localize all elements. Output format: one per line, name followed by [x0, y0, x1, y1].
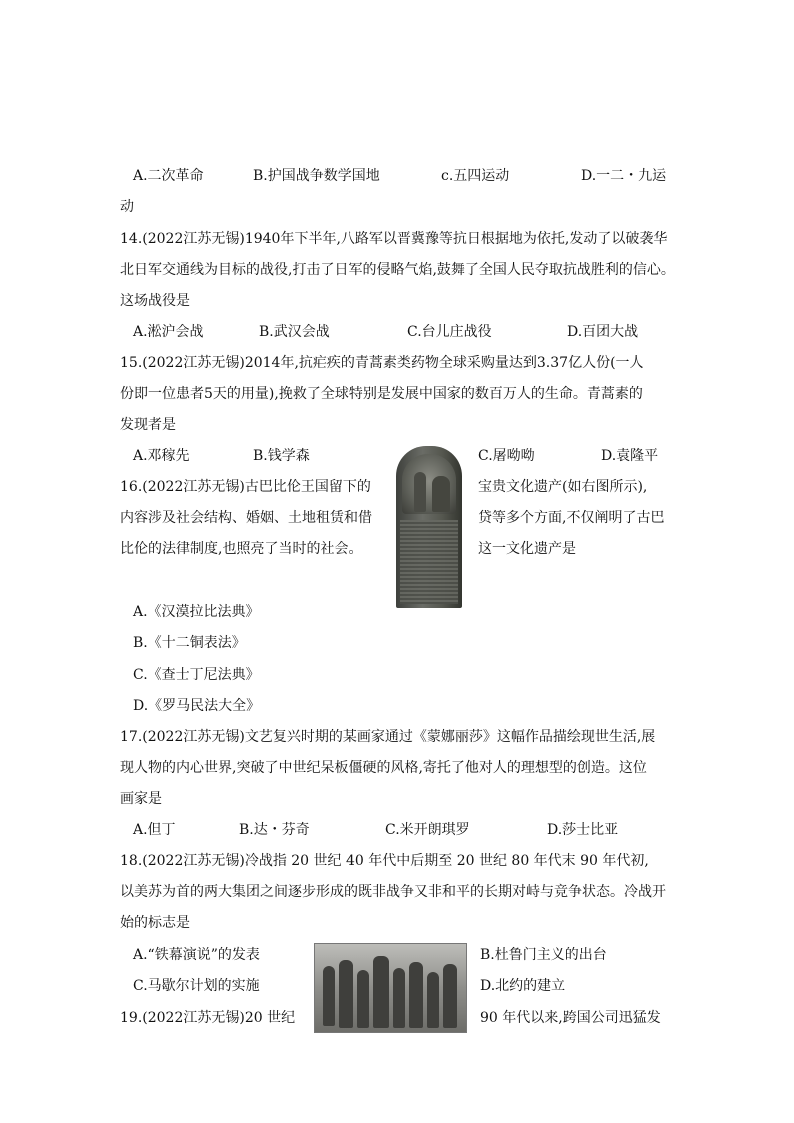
question-15-option-b: B.钱学森: [253, 448, 310, 464]
question-16-option-a: A.《汉漠拉比法典》: [133, 604, 260, 620]
relief-sculpture-image: [314, 943, 467, 1033]
option-c: c.五四运动: [441, 168, 510, 184]
question-14-line-3: 这场战役是: [120, 293, 190, 309]
question-15-option-a: A.邓稼先: [133, 448, 190, 464]
question-14-option-b: B.武汉会战: [259, 324, 330, 340]
question-17-line-3: 画家是: [120, 791, 162, 807]
question-16-line-2-right: 贷等多个方面,不仅阐明了古巴: [478, 510, 665, 526]
question-18-line-3: 始的标志是: [120, 915, 190, 931]
question-16-line-1-left: 16.(2022江苏无锡)古巴比伦王国留下的: [120, 479, 371, 495]
question-19-line-1-left: 19.(2022江苏无锡)20 世纪: [120, 1010, 296, 1026]
question-17-option-b: B.达・芬奇: [239, 822, 310, 838]
question-16-line-1-right: 宝贵文化遗产(如右图所示),: [478, 479, 648, 495]
question-17-option-c: C.米开朗琪罗: [385, 822, 470, 838]
question-18-option-c: C.马歇尔计划的实施: [133, 978, 260, 994]
question-17-option-a: A.但丁: [133, 822, 176, 838]
question-14-line-2: 北日军交通线为目标的战役,打击了日军的侵略气焰,鼓舞了全国人民夺取抗战胜利的信心。: [120, 262, 675, 278]
question-15-line-3: 发现者是: [120, 417, 176, 433]
question-19-line-1-right: 90 年代以来,跨国公司迅猛发: [480, 1010, 661, 1026]
question-16-line-3-left: 比伦的法律制度,也照亮了当时的社会。: [120, 541, 363, 557]
option-b: B.护国战争数学国地: [253, 168, 380, 184]
question-18-option-b: B.杜鲁门主义的出台: [480, 947, 607, 963]
question-14-option-d: D.百团大战: [567, 324, 639, 340]
question-18-line-2: 以美苏为首的两大集团之间逐步形成的既非战争又非和平的长期对峙与竞争状态。冷战开: [120, 884, 666, 900]
question-16-option-c: C.《查士丁尼法典》: [133, 667, 260, 683]
question-15-option-c: C.屠呦呦: [478, 448, 535, 464]
question-16-line-2-left: 内容涉及社会结构、婚姻、土地租赁和借: [120, 510, 372, 526]
question-16-option-b: B.《十二铜表法》: [133, 635, 246, 651]
option-d: D.一二・九运: [581, 168, 667, 184]
question-14-option-c: C.台儿庄战役: [407, 324, 492, 340]
question-15-line-2: 份即一位患者5天的用量),挽救了全球特别是发展中国家的数百万人的生命。青蒿素的: [120, 386, 643, 402]
hammurabi-stele-image: [396, 446, 462, 608]
question-18-option-a: A.“铁幕演说”的发表: [133, 947, 260, 963]
option-a: A.二次革命: [133, 168, 204, 184]
option-d-continued: 动: [120, 199, 134, 215]
question-18-option-d: D.北约的建立: [480, 978, 566, 994]
question-15-option-d: D.袁隆平: [601, 448, 659, 464]
question-17-option-d: D.莎士比亚: [547, 822, 619, 838]
question-14-line-1: 14.(2022江苏无锡)1940年下半年,八路军以晋冀豫等抗日根据地为依托,发动了以破袭华: [120, 231, 668, 247]
question-14-option-a: A.淞沪会战: [133, 324, 204, 340]
question-16-line-3-right: 这一文化遗产是: [478, 541, 576, 557]
question-16-option-d: D.《罗马民法大全》: [133, 698, 261, 714]
question-17-line-1: 17.(2022江苏无锡)文艺复兴时期的某画家通过《蒙娜丽莎》这幅作品描绘现世生活,展: [120, 729, 656, 745]
question-17-line-2: 现人物的内心世界,突破了中世纪呆板僵硬的风格,寄托了他对人的理想型的创造。这位: [120, 760, 647, 776]
question-18-line-1: 18.(2022江苏无锡)冷战指 20 世纪 40 年代中后期至 20 世纪 80 年代末 90 年代初,: [120, 853, 649, 869]
question-15-line-1: 15.(2022江苏无锡)2014年,抗疟疾的青蒿素类药物全球采购量达到3.37亿人份(一人: [120, 355, 644, 371]
